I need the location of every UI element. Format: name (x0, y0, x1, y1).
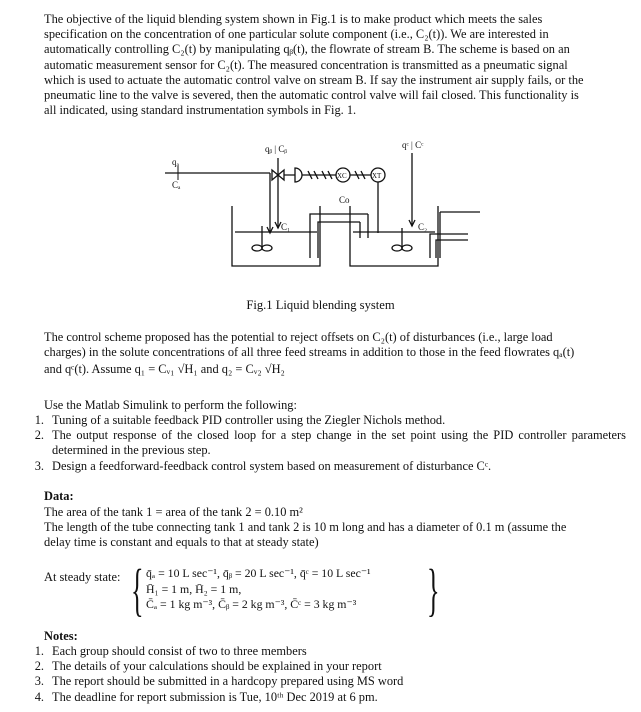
scheme-line: and qᶜ(t). Assume q₁ = Cᵥ₁ √H₁ and q₂ = Cᵥ₂ √H₂ (44, 362, 285, 377)
data-line: delay time is constant and equals to that at steady state) (44, 535, 319, 550)
steady-line: H̄₁ = 1 m, H̄₂ = 1 m, (146, 581, 242, 596)
mixer-2-blade (392, 245, 402, 251)
simulink-task-list (26, 413, 626, 474)
intro-line: pneumatic line to the valve is severed, then the automatic control valve will fail closed. This functionality is (44, 88, 579, 103)
steady-line: q̄ₐ = 10 L sec⁻¹, q̄ᵦ = 20 L sec⁻¹, q̄ᶜ = 10 L sec⁻¹ (146, 566, 371, 580)
xc-label: XC (337, 172, 347, 180)
liquid-blending-diagram (150, 138, 480, 293)
qb-cb-label: qᵦ | Cᵦ (265, 144, 287, 154)
c1-label: C₁ (281, 222, 291, 232)
intro-paragraph (44, 12, 626, 118)
data-heading: Data: (44, 489, 74, 503)
simulink-intro: Use the Matlab Simulink to perform the following: (44, 398, 297, 412)
list-item: 3. Design a feedforward-feedback control system based on measurement of disturbance Cᶜ. (34, 458, 492, 473)
tank-1 (232, 206, 320, 266)
mixer-1-blade (252, 245, 262, 251)
intro-line: specification on the concentration of one particular solute component (i.e., C₂(t)). We are interested in (44, 27, 549, 42)
list-item: 2. The output response of the closed loop for a step change in the set point using the PID controller parameters determined in the previous step. (34, 428, 626, 458)
figure-caption: Fig.1 Liquid blending system (246, 298, 395, 312)
left-brace: { (131, 557, 144, 622)
tank-2 (350, 206, 438, 266)
qc-cc-label: qᶜ | Cᶜ (402, 140, 424, 150)
steady-state-values (146, 566, 371, 613)
co-label: Co (339, 195, 350, 205)
ca-label: Cₐ (172, 180, 181, 190)
steady-state-label: At steady state: (44, 570, 121, 584)
notes-heading: Notes: (44, 629, 78, 643)
scheme-paragraph (44, 330, 626, 378)
scheme-line: charges) in the solute concentrations of all three feed streams in addition to those in the feed flowrates qₐ(t) (44, 345, 575, 360)
list-item: 2. The details of your calculations should be explained in your report (34, 659, 382, 674)
intro-line: The objective of the liquid blending system shown in Fig.1 is to make product which meets the sales (44, 12, 543, 26)
intro-line: automatic measurement sensor for C₂(t). The measured concentration is transmitted as a pneumatic signal (44, 57, 568, 72)
notes-list (26, 644, 626, 705)
list-item: 1. Each group should consist of two to three members (34, 644, 307, 658)
c2-label: C₂ (418, 222, 428, 232)
steady-line: C̄ₐ = 1 kg m⁻³, C̄ᵦ = 2 kg m⁻³, C̄ᶜ = 3 kg m⁻³ (146, 597, 357, 612)
mixer-2-blade (402, 245, 412, 251)
xt-label: XT (372, 172, 382, 180)
connecting-tube-inner (318, 222, 360, 258)
list-item: 4. The deadline for report submission is Tue, 10ᵗʰ Dec 2019 at 6 pm. (34, 689, 378, 704)
intro-line: which is used to actuate the automatic control valve on stream B. If say the instrument air supply fails, or the (44, 72, 584, 87)
data-line: The length of the tube connecting tank 1 and tank 2 is 10 m long and has a diameter of 0.1 m (assume the (44, 520, 567, 535)
intro-line: automatically controlling C₂(t) by manipulating qᵦ(t), the flowrate of stream B. The scheme is based on an (44, 42, 570, 57)
data-line: The area of the tank 1 = area of the tank 2 = 0.10 m² (44, 505, 303, 519)
intro-line: all indicated, using standard instrumentation symbols in Fig. 1. (44, 103, 357, 118)
mixer-1-blade (262, 245, 272, 251)
scheme-line: The control scheme proposed has the potential to reject offsets on C₂(t) of disturbances (i.e., large load (44, 330, 553, 344)
data-paragraph (44, 505, 626, 551)
right-brace: } (427, 557, 440, 622)
connecting-tube (310, 214, 368, 258)
list-item: 1. Tuning of a suitable feedback PID controller using the Ziegler Nichols method. (34, 413, 446, 427)
qa-label: qₐ (172, 157, 179, 167)
outlet-line-inner (436, 240, 468, 258)
valve-actuator-icon (284, 168, 302, 182)
list-item: 3. The report should be submitted in a hardcopy prepared using MS word (34, 674, 404, 689)
